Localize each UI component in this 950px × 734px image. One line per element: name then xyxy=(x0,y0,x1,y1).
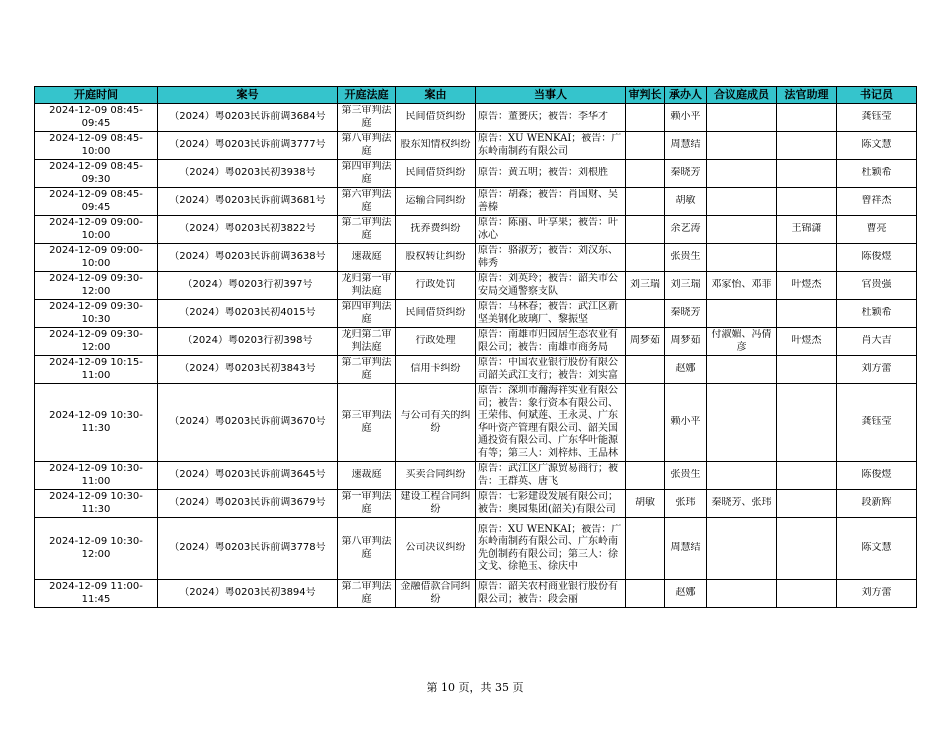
cell-case-number xyxy=(158,518,338,580)
cell-parties xyxy=(476,518,626,580)
cell-cause xyxy=(396,384,476,462)
cell-panel xyxy=(707,244,777,272)
cell-panel xyxy=(707,104,777,132)
cell-time-text: 2024-12-09 10:30-11:30 xyxy=(49,410,143,434)
cell-court-text: 第二审判法庭 xyxy=(341,581,392,605)
table-row xyxy=(35,328,917,356)
cell-clerk-text: 刘方蕾 xyxy=(861,363,892,375)
cell-cause-text: 信用卡纠纷 xyxy=(410,363,461,375)
cell-cause-text: 民间借贷纠纷 xyxy=(405,167,466,179)
cell-court xyxy=(338,490,396,518)
cell-handler xyxy=(665,244,707,272)
header-time: 开庭时间 xyxy=(35,87,158,104)
cell-case-number-text: （2024）粤0203民初3894号 xyxy=(179,587,316,599)
table-row xyxy=(35,272,917,300)
cell-time xyxy=(35,462,158,490)
cell-time xyxy=(35,384,158,462)
cell-court xyxy=(338,328,396,356)
table-row xyxy=(35,384,917,462)
cell-court xyxy=(338,160,396,188)
cell-chief-judge xyxy=(626,518,665,580)
cell-cause xyxy=(396,132,476,160)
cell-case-number-text: （2024）粤0203行初398号 xyxy=(182,335,313,347)
cell-clerk-text: 刘方蕾 xyxy=(861,587,892,599)
cell-time-text: 2024-12-09 10:30-11:30 xyxy=(49,491,143,515)
cell-handler xyxy=(665,384,707,462)
cell-parties xyxy=(476,216,626,244)
cell-court-text: 龙归第一审判法庭 xyxy=(341,273,392,297)
cell-court xyxy=(338,300,396,328)
table-row xyxy=(35,132,917,160)
cell-handler xyxy=(665,490,707,518)
cell-panel-text: 邓家怡、邓菲 xyxy=(711,279,772,291)
cell-panel xyxy=(707,328,777,356)
cell-clerk-text: 陈文慧 xyxy=(861,139,892,151)
cell-time xyxy=(35,328,158,356)
cell-judge-assistant-text: 叶煜杰 xyxy=(791,279,822,291)
cell-time xyxy=(35,188,158,216)
cell-parties-text: 原告：骆淑芳；被告：刘汉东、韩秀 xyxy=(478,245,618,269)
table-row xyxy=(35,160,917,188)
cell-case-number xyxy=(158,384,338,462)
cell-cause xyxy=(396,272,476,300)
cell-cause xyxy=(396,490,476,518)
cell-court xyxy=(338,188,396,216)
cell-cause-text: 运输合同纠纷 xyxy=(405,195,466,207)
cell-parties xyxy=(476,356,626,384)
cell-judge-assistant xyxy=(777,384,837,462)
cell-clerk xyxy=(837,244,917,272)
cell-cause-text: 与公司有关的纠纷 xyxy=(400,410,471,434)
header-chief-judge: 审判长 xyxy=(626,87,665,104)
cell-parties xyxy=(476,160,626,188)
hearing-schedule-table xyxy=(34,86,917,608)
cell-case-number xyxy=(158,300,338,328)
cell-case-number-text: （2024）粤0203民初3843号 xyxy=(179,363,316,375)
cell-panel-text: 秦晓芳、张玮 xyxy=(711,497,772,509)
cell-handler xyxy=(665,216,707,244)
cell-handler xyxy=(665,188,707,216)
cell-cause xyxy=(396,216,476,244)
cell-parties xyxy=(476,244,626,272)
cell-handler-text: 张贵生 xyxy=(670,469,701,481)
cell-case-number-text: （2024）粤0203行初397号 xyxy=(182,279,313,291)
cell-cause xyxy=(396,160,476,188)
cell-parties xyxy=(476,328,626,356)
cell-panel xyxy=(707,188,777,216)
cell-clerk-text: 龚钰莹 xyxy=(861,416,892,428)
table-row xyxy=(35,300,917,328)
cell-clerk-text: 杜颖希 xyxy=(861,307,892,319)
cell-case-number-text: （2024）粤0203民诉前调3778号 xyxy=(169,542,326,554)
cell-cause-text: 金融借款合同纠纷 xyxy=(400,581,471,605)
cell-chief-judge xyxy=(626,188,665,216)
cell-parties-text: 原告：马林春；被告：武江区新坚美钢化玻璃厂、黎振坚 xyxy=(478,301,618,325)
cell-time-text: 2024-12-09 10:15-11:00 xyxy=(49,357,143,381)
cell-handler-text: 余艺涛 xyxy=(670,223,701,235)
cell-case-number xyxy=(158,160,338,188)
cell-handler-text: 张贵生 xyxy=(670,251,701,263)
cell-panel xyxy=(707,384,777,462)
cell-panel-text: 付淑媚、冯倩彦 xyxy=(711,329,772,353)
cell-case-number-text: （2024）粤0203民初4015号 xyxy=(179,307,316,319)
cell-judge-assistant xyxy=(777,490,837,518)
cell-cause xyxy=(396,300,476,328)
cell-handler xyxy=(665,462,707,490)
table-row xyxy=(35,104,917,132)
cell-panel xyxy=(707,518,777,580)
cell-time xyxy=(35,132,158,160)
cell-parties-text: 原告：七彩建设发展有限公司；被告：奥园集团(韶关)有限公司 xyxy=(478,491,618,515)
cell-handler xyxy=(665,104,707,132)
cell-handler-text: 赖小平 xyxy=(670,416,701,428)
cell-cause-text: 股东知情权纠纷 xyxy=(400,139,471,151)
cell-time-text: 2024-12-09 08:45-09:45 xyxy=(49,105,143,129)
cell-clerk-text: 段新辉 xyxy=(861,497,892,509)
cell-handler-text: 周慧结 xyxy=(670,542,701,554)
cell-clerk xyxy=(837,356,917,384)
cell-handler xyxy=(665,272,707,300)
cell-case-number xyxy=(158,132,338,160)
cell-chief-judge xyxy=(626,462,665,490)
cell-chief-judge xyxy=(626,328,665,356)
cell-parties xyxy=(476,384,626,462)
cell-chief-judge xyxy=(626,356,665,384)
cell-chief-judge xyxy=(626,160,665,188)
cell-parties xyxy=(476,462,626,490)
cell-case-number-text: （2024）粤0203民初3938号 xyxy=(179,167,316,179)
cell-parties xyxy=(476,132,626,160)
cell-clerk xyxy=(837,384,917,462)
cell-cause-text: 行政处理 xyxy=(415,335,456,347)
cell-judge-assistant xyxy=(777,300,837,328)
cell-panel xyxy=(707,490,777,518)
cell-clerk-text: 曹亮 xyxy=(866,223,887,235)
cell-chief-judge xyxy=(626,300,665,328)
cell-time-text: 2024-12-09 09:30-12:00 xyxy=(49,273,143,297)
cell-cause-text: 民间借贷纠纷 xyxy=(405,111,466,123)
cell-parties-text: 原告：XU WENKAI；被告：广东岭南制药有限公司、广东岭南先创制药有限公司；第三人：徐文戈、徐艳玉、徐庆中 xyxy=(478,523,622,572)
cell-time-text: 2024-12-09 10:30-11:00 xyxy=(49,463,143,487)
table-row xyxy=(35,244,917,272)
cell-handler xyxy=(665,518,707,580)
header-cause: 案由 xyxy=(396,87,476,104)
cell-panel xyxy=(707,272,777,300)
cell-clerk xyxy=(837,216,917,244)
cell-judge-assistant xyxy=(777,580,837,608)
cell-cause xyxy=(396,518,476,580)
cell-clerk xyxy=(837,300,917,328)
cell-court-text: 第八审判法庭 xyxy=(341,536,392,560)
cell-time-text: 2024-12-09 08:45-09:45 xyxy=(49,189,143,213)
cell-clerk xyxy=(837,132,917,160)
cell-time-text: 2024-12-09 10:30-12:00 xyxy=(49,536,143,560)
cell-clerk-text: 肖大吉 xyxy=(861,335,892,347)
table-header-row xyxy=(35,87,917,104)
cell-handler-text: 赖小平 xyxy=(670,111,701,123)
cell-handler-text: 张玮 xyxy=(675,497,696,509)
cell-time xyxy=(35,272,158,300)
cell-time xyxy=(35,518,158,580)
table-row xyxy=(35,518,917,580)
cell-judge-assistant xyxy=(777,104,837,132)
cell-case-number-text: （2024）粤0203民诉前调3777号 xyxy=(169,139,326,151)
cell-cause xyxy=(396,462,476,490)
cell-clerk-text: 陈俊煜 xyxy=(861,251,892,263)
table-row xyxy=(35,188,917,216)
cell-court-text: 速裁庭 xyxy=(351,251,382,263)
cell-clerk xyxy=(837,272,917,300)
cell-handler-text: 秦晓芳 xyxy=(670,307,701,319)
cell-court-text: 第二审判法庭 xyxy=(341,217,392,241)
cell-parties-text: 原告：XU WENKAI；被告：广东岭南制药有限公司 xyxy=(478,133,622,157)
cell-court-text: 龙归第二审判法庭 xyxy=(341,329,392,353)
cell-time-text: 2024-12-09 08:45-10:00 xyxy=(49,133,143,157)
cell-handler xyxy=(665,300,707,328)
cell-parties xyxy=(476,300,626,328)
cell-chief-judge xyxy=(626,216,665,244)
cell-handler xyxy=(665,132,707,160)
cell-panel xyxy=(707,300,777,328)
cell-cause-text: 买卖合同纠纷 xyxy=(405,469,466,481)
cell-panel xyxy=(707,132,777,160)
cell-time-text: 2024-12-09 09:30-10:30 xyxy=(49,301,143,325)
cell-court-text: 第六审判法庭 xyxy=(341,189,392,213)
cell-court xyxy=(338,272,396,300)
cell-handler xyxy=(665,328,707,356)
cell-parties xyxy=(476,272,626,300)
cell-handler-text: 周梦茹 xyxy=(670,335,701,347)
header-panel: 合议庭成员 xyxy=(707,87,777,104)
cell-case-number xyxy=(158,216,338,244)
cell-clerk-text: 杜颖希 xyxy=(861,167,892,179)
cell-cause xyxy=(396,244,476,272)
cell-judge-assistant xyxy=(777,518,837,580)
cell-case-number xyxy=(158,462,338,490)
cell-court-text: 第四审判法庭 xyxy=(341,301,392,325)
cell-judge-assistant-text: 叶煜杰 xyxy=(791,335,822,347)
cell-time-text: 2024-12-09 09:30-12:00 xyxy=(49,329,143,353)
cell-judge-assistant xyxy=(777,188,837,216)
cell-clerk-text: 陈俊煜 xyxy=(861,469,892,481)
cell-cause-text: 抚养费纠纷 xyxy=(410,223,461,235)
cell-case-number-text: （2024）粤0203民诉前调3638号 xyxy=(169,251,326,263)
cell-chief-judge xyxy=(626,244,665,272)
cell-clerk-text: 曾祥杰 xyxy=(861,195,892,207)
header-case-number: 案号 xyxy=(158,87,338,104)
cell-clerk xyxy=(837,462,917,490)
page-footer: 第 10 页，共 35 页 xyxy=(426,681,524,694)
cell-clerk xyxy=(837,580,917,608)
cell-case-number-text: （2024）粤0203民诉前调3670号 xyxy=(169,416,326,428)
table-row xyxy=(35,356,917,384)
cell-chief-judge xyxy=(626,132,665,160)
cell-handler xyxy=(665,580,707,608)
cell-case-number xyxy=(158,356,338,384)
cell-chief-judge xyxy=(626,272,665,300)
cell-chief-judge-text: 胡敏 xyxy=(635,497,655,509)
cell-court xyxy=(338,580,396,608)
cell-parties-text: 原告：刘英玲；被告：韶关市公安局交通警察支队 xyxy=(478,273,618,297)
cell-case-number xyxy=(158,272,338,300)
cell-case-number xyxy=(158,328,338,356)
cell-cause xyxy=(396,580,476,608)
cell-court xyxy=(338,216,396,244)
cell-parties-text: 原告：中国农业银行股份有限公司韶关武江支行；被告：刘实富 xyxy=(478,357,618,381)
cell-court xyxy=(338,518,396,580)
cell-time xyxy=(35,160,158,188)
cell-chief-judge-text: 周梦茹 xyxy=(630,335,660,347)
cell-handler xyxy=(665,356,707,384)
cell-parties xyxy=(476,104,626,132)
cell-handler-text: 秦晓芳 xyxy=(670,167,701,179)
cell-cause xyxy=(396,328,476,356)
cell-judge-assistant xyxy=(777,132,837,160)
cell-parties-text: 原告：深圳市瀚海祥实业有限公司；被告：象行资本有限公司、王荣伟、何斌莲、王永灵、广东华叶资产管理有限公司、韶关国通投资有限公司、广东华叶能源有等；第三人：刘梓炜、王品林 xyxy=(478,385,618,459)
cell-cause xyxy=(396,104,476,132)
cell-case-number-text: （2024）粤0203民初3822号 xyxy=(179,223,316,235)
cell-court-text: 速裁庭 xyxy=(351,469,382,481)
cell-judge-assistant xyxy=(777,328,837,356)
cell-handler-text: 胡敏 xyxy=(675,195,696,207)
table-row xyxy=(35,580,917,608)
cell-cause xyxy=(396,356,476,384)
cell-panel xyxy=(707,356,777,384)
cell-court-text: 第三审判法庭 xyxy=(341,410,392,434)
cell-case-number xyxy=(158,188,338,216)
cell-chief-judge-text: 刘三瑞 xyxy=(630,279,660,291)
cell-clerk xyxy=(837,328,917,356)
cell-case-number xyxy=(158,244,338,272)
cell-panel xyxy=(707,160,777,188)
cell-judge-assistant xyxy=(777,216,837,244)
cell-time xyxy=(35,216,158,244)
cell-court xyxy=(338,462,396,490)
cell-handler xyxy=(665,160,707,188)
cell-parties-text: 原告：陈丽、叶享果；被告：叶冰心 xyxy=(478,217,618,241)
cell-time-text: 2024-12-09 09:00-10:00 xyxy=(49,245,143,269)
header-clerk: 书记员 xyxy=(837,87,917,104)
cell-time xyxy=(35,580,158,608)
cell-court xyxy=(338,384,396,462)
cell-cause-text: 股权转让纠纷 xyxy=(405,251,466,263)
cell-time xyxy=(35,244,158,272)
cell-clerk-text: 龚钰莹 xyxy=(861,111,892,123)
cell-parties xyxy=(476,490,626,518)
table-body xyxy=(35,104,917,608)
cell-parties-text: 原告：南雄市归园居生态农业有限公司；被告：南雄市商务局 xyxy=(478,329,618,353)
cell-case-number-text: （2024）粤0203民诉前调3681号 xyxy=(169,195,326,207)
table-row xyxy=(35,490,917,518)
cell-cause-text: 公司决议纠纷 xyxy=(405,542,466,554)
cell-judge-assistant xyxy=(777,356,837,384)
table-row xyxy=(35,216,917,244)
cell-court-text: 第四审判法庭 xyxy=(341,161,392,185)
cell-time xyxy=(35,104,158,132)
cell-parties-text: 原告：董赟庆；被告：李华才 xyxy=(478,111,608,123)
cell-clerk xyxy=(837,104,917,132)
cell-parties-text: 原告：武江区广源贸易商行；被告：王群英、唐飞 xyxy=(478,463,618,487)
cell-chief-judge xyxy=(626,490,665,518)
cell-panel xyxy=(707,462,777,490)
header-handler: 承办人 xyxy=(665,87,707,104)
cell-cause-text: 建设工程合同纠纷 xyxy=(400,491,471,515)
cell-court-text: 第三审判法庭 xyxy=(341,105,392,129)
header-court: 开庭法庭 xyxy=(338,87,396,104)
cell-court-text: 第八审判法庭 xyxy=(341,133,392,157)
cell-time-text: 2024-12-09 11:00-11:45 xyxy=(49,581,143,605)
cell-handler-text: 刘三瑞 xyxy=(670,279,701,291)
cell-court xyxy=(338,356,396,384)
cell-case-number xyxy=(158,104,338,132)
cell-cause-text: 民间借贷纠纷 xyxy=(405,307,466,319)
cell-court-text: 第一审判法庭 xyxy=(341,491,392,515)
table-row xyxy=(35,462,917,490)
cell-chief-judge xyxy=(626,384,665,462)
cell-court xyxy=(338,132,396,160)
cell-cause-text: 行政处罚 xyxy=(415,279,456,291)
cell-clerk xyxy=(837,160,917,188)
cell-judge-assistant xyxy=(777,160,837,188)
cell-chief-judge xyxy=(626,104,665,132)
cell-parties-text: 原告：黄五明；被告：刘根胜 xyxy=(478,167,608,179)
cell-parties xyxy=(476,580,626,608)
cell-judge-assistant xyxy=(777,272,837,300)
header-judge-assistant: 法官助理 xyxy=(777,87,837,104)
cell-cause xyxy=(396,188,476,216)
cell-case-number-text: （2024）粤0203民诉前调3645号 xyxy=(169,469,326,481)
cell-time xyxy=(35,356,158,384)
cell-time-text: 2024-12-09 09:00-10:00 xyxy=(49,217,143,241)
cell-parties-text: 原告：韶关农村商业银行股份有限公司；被告：段会丽 xyxy=(478,581,618,605)
cell-parties xyxy=(476,188,626,216)
cell-time-text: 2024-12-09 08:45-09:30 xyxy=(49,161,143,185)
cell-parties-text: 原告：胡森；被告：肖国财、吴善榛 xyxy=(478,189,618,213)
cell-court-text: 第二审判法庭 xyxy=(341,357,392,381)
cell-panel xyxy=(707,216,777,244)
cell-case-number-text: （2024）粤0203民诉前调3684号 xyxy=(169,111,326,123)
cell-clerk-text: 官贵强 xyxy=(861,279,892,291)
cell-clerk xyxy=(837,188,917,216)
cell-clerk xyxy=(837,518,917,580)
cell-handler-text: 周慧结 xyxy=(670,139,701,151)
cell-case-number-text: （2024）粤0203民诉前调3679号 xyxy=(169,497,326,509)
cell-case-number xyxy=(158,490,338,518)
cell-judge-assistant xyxy=(777,244,837,272)
cell-clerk xyxy=(837,490,917,518)
cell-time xyxy=(35,300,158,328)
cell-judge-assistant-text: 王锦潇 xyxy=(791,223,822,235)
cell-court xyxy=(338,104,396,132)
cell-court xyxy=(338,244,396,272)
cell-clerk-text: 陈文慧 xyxy=(861,542,892,554)
cell-time xyxy=(35,490,158,518)
cell-chief-judge xyxy=(626,580,665,608)
cell-handler-text: 赵娜 xyxy=(675,587,696,599)
cell-judge-assistant xyxy=(777,462,837,490)
cell-case-number xyxy=(158,580,338,608)
header-parties: 当事人 xyxy=(476,87,626,104)
cell-handler-text: 赵娜 xyxy=(675,363,696,375)
cell-panel xyxy=(707,580,777,608)
